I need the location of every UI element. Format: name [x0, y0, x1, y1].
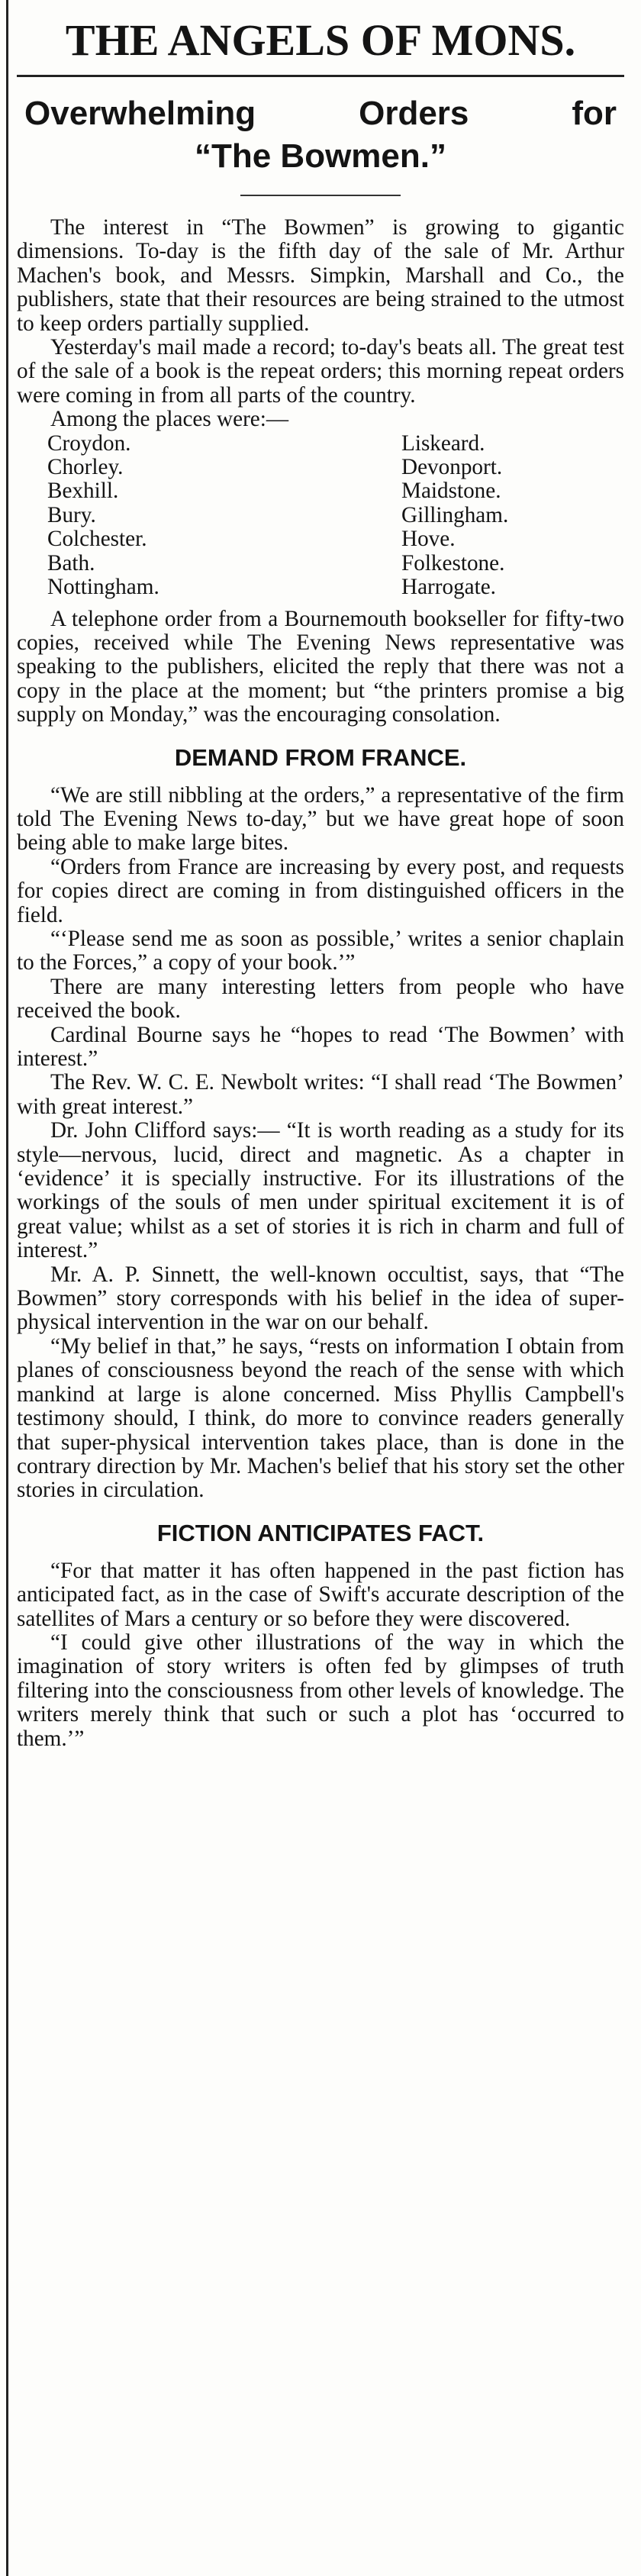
paragraph: The interest in “The Bowmen” is growing to gigantic dimensions. To-day is the fifth day of the sale of Mr. Arthur Machen's book, and Messrs. Simpkin, Marshall and Co., the publishers, state that their resources are being strained to the utmost to keep orders partially supplied.	[17, 215, 624, 336]
intro-section	[17, 216, 624, 432]
headline: THE ANGELS OF MONS.	[65, 15, 576, 65]
section-divider	[240, 195, 401, 196]
place-item: Croydon.	[47, 430, 131, 456]
demand-section	[17, 784, 624, 1503]
paragraph: “We are still nibbling at the orders,” a representative of the firm told The Evening News to-day,” but we have great hope of soon being able to make large bites.	[17, 782, 624, 856]
headline-rule	[17, 75, 624, 77]
paragraph: Mr. A. P. Sinnett, the well-known occultist, says, that “The Bowmen” story corresponds with his belief in the idea of super-physical intervention in the war on our behalf.	[17, 1262, 624, 1335]
paragraph: Dr. John Clifford says:— “It is worth reading as a study for its style—nervous, lucid, direct and magnetic. As a chapter in ‘evidence’ it is specially instructive. For its illustrations of the workings of the souls of men under spiritual excitement it is of great value; whilst as a set of stories it is rich in charm and full of interest.”	[17, 1118, 624, 1263]
fiction-section	[17, 1559, 624, 1751]
place-item: Chorley.	[47, 455, 124, 480]
subheadline-word: Orders	[359, 95, 469, 132]
paragraph: “For that matter it has often happened in the past fiction has anticipated fact, as in the case of Swift's accurate description of the satellites of Mars a century or so before they were discovered.	[17, 1558, 624, 1631]
place-item: Liskeard.	[401, 430, 485, 456]
place-item: Gillingham.	[401, 502, 509, 527]
paragraph: A telephone order from a Bournemouth bookseller for fifty-two copies, received while The Evening News representative was speaking to the publishers, elicited the reply that there was not a copy in the place at the moment; but “the printers promise a big supply on Monday,” was the encouraging consolation.	[17, 606, 624, 727]
place-item: Devonport.	[401, 455, 503, 480]
place-item: Nottingham.	[47, 575, 159, 600]
paragraph: “I could give other illustrations of the way in which the imagination of story writers is often fed by glimpses of truth filtering into the consciousness from other levels of knowledge. The writers merely think that such or such a plot has ‘occurred to them.’”	[17, 1630, 624, 1751]
paragraph: “My belief in that,” he says, “rests on information I obtain from planes of consciousness beyond the reach of the sense with which mankind at large is alone concerned. Miss Phyllis Campbell's testimony should, I think, do more to convince readers generally that super-physical intervention takes place, than is done in the contrary direction by Mr. Machen's belief that his story set the other stories in circulation.	[17, 1333, 624, 1503]
place-item: Bexhill.	[47, 479, 119, 504]
section-heading: FICTION ANTICIPATES FACT.	[156, 1519, 485, 1546]
place-item: Bath.	[47, 550, 95, 575]
subheadline-word: Overwhelming	[24, 95, 256, 132]
paragraph: Yesterday's mail made a record; to-day's beats all. The great test of the sale of a book is the repeat orders; this morning repeat orders were coming in from all parts of the country.	[17, 335, 624, 408]
paragraph: The Rev. W. C. E. Newbolt writes: “I shall read ‘The Bowmen’ with great interest.”	[17, 1070, 624, 1119]
place-item: Bury.	[47, 502, 96, 527]
paragraph: There are many interesting letters from people who have received the book.	[17, 974, 624, 1024]
column-rule	[6, 0, 8, 2576]
place-item: Folkestone.	[401, 550, 505, 575]
paragraph: “Orders from France are increasing by every post, and requests for copies direct are coming in from distinguished officers in the field.	[17, 854, 624, 927]
subheadline-word: for	[572, 95, 617, 132]
subheadline-line-1	[17, 92, 624, 135]
place-item: Hove.	[401, 527, 456, 552]
place-item: Colchester.	[47, 527, 147, 552]
place-item: Harrogate.	[401, 575, 496, 600]
place-item: Maidstone.	[401, 479, 501, 504]
paragraph: Among the places were:—	[50, 407, 289, 432]
subheadline-line-2: “The Bowmen.”	[194, 137, 447, 175]
paragraph: “‘Please send me as soon as possible,’ writes a senior chaplain to the Forces,” a copy of your book.’”	[17, 926, 624, 975]
section-heading: DEMAND FROM FRANCE.	[174, 743, 467, 771]
places-list	[17, 432, 624, 600]
telephone-section	[17, 608, 624, 727]
subheadline	[17, 92, 624, 178]
paragraph: Cardinal Bourne says he “hopes to read ‘The Bowmen’ with interest.”	[17, 1022, 624, 1071]
